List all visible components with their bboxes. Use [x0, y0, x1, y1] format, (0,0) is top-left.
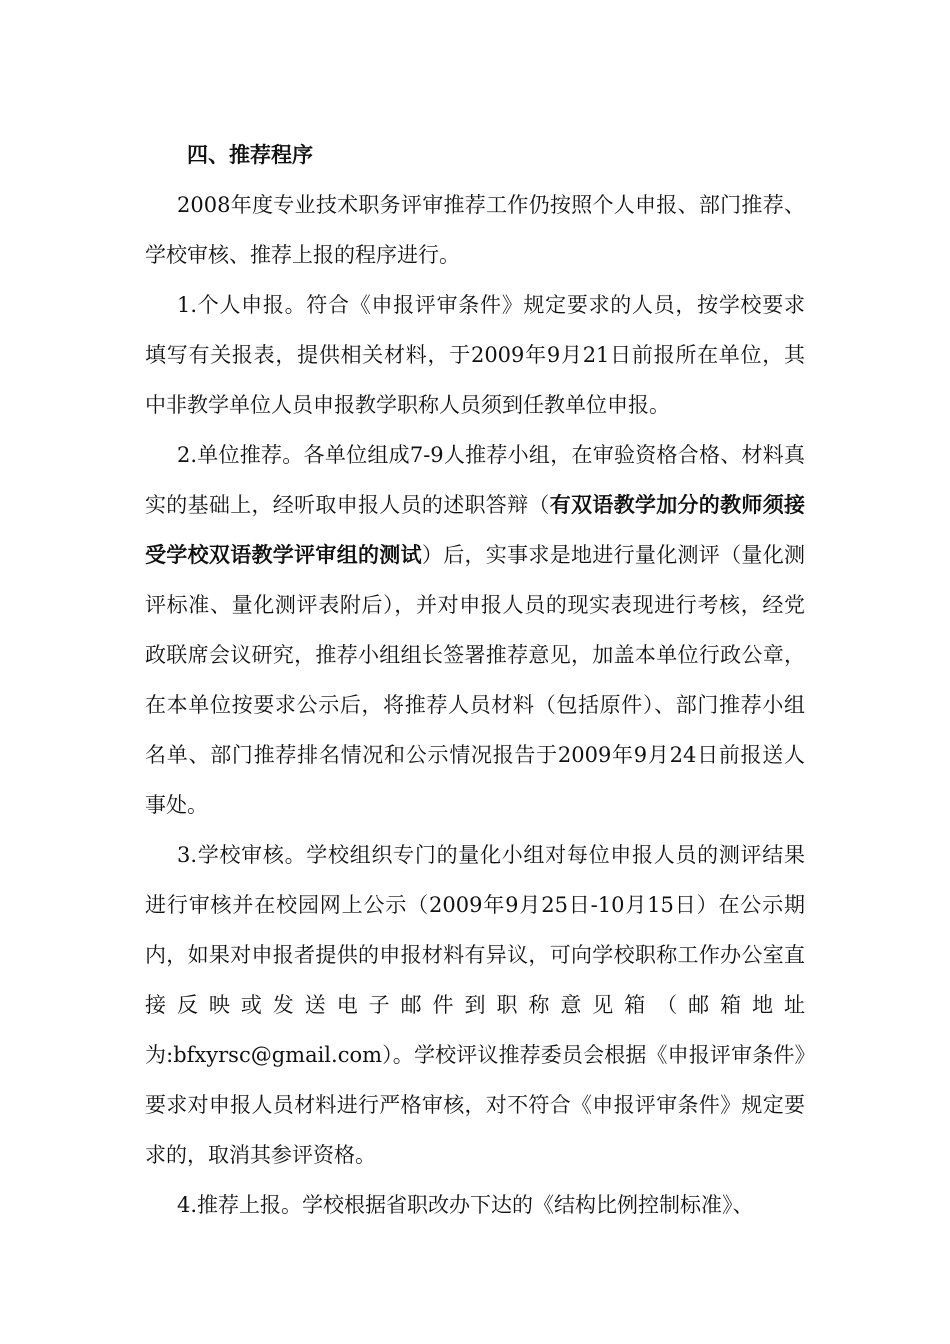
item-unit-recommendation — [145, 430, 805, 830]
item2-text-start: 2.单位推荐。各单位组成7-9人推荐小组，在审验资格合格、材料真实的基础上，经听取申报人员的述职答辩（ — [145, 443, 805, 517]
item-school-review: 3.学校审核。学校组织专门的量化小组对每位申报人员的测评结果进行审核并在校园网上公示（2009年9月25日-10月15日）在公示期内，如果对申报者提供的申报材料有异议，可向学校职称工作办公室直接反映或发送电子邮件到职称意见箱（邮箱地址为:bfxyrsc@gmail.com）。学校评议推荐委员会根据《申报评审条件》要求对申报人员材料进行严格审核，对不符合《申报评审条件》规定要求的，取消其参评资格。 — [145, 843, 805, 1167]
item-recommend-report: 4.推荐上报。学校根据省职改办下达的《结构比例控制标准》、 — [177, 1193, 754, 1217]
document-page — [145, 130, 805, 1230]
section-heading: 四、推荐程序 — [187, 142, 313, 167]
item2-text-end: ）后，实事求是地进行量化测评（量化测评标准、量化测评表附后），并对申报人员的现实表现进行考核，经党政联席会议研究，推荐小组组长签署推荐意见，加盖本单位行政公章，在本单位按要求公示后，将推荐人员材料（包括原件）、部门推荐小组名单、部门推荐排名情况和公示情况报告于2009年9月24日前报送人事处。 — [145, 543, 806, 817]
intro-paragraph: 2008年度专业技术职务评审推荐工作仍按照个人申报、部门推荐、学校审核、推荐上报的程序进行。 — [145, 193, 805, 267]
item2-bold-note: 有双语教学加分的教师须接受学校双语教学评审组的测试 — [145, 492, 806, 567]
item-personal-application: 1.个人申报。符合《申报评审条件》规定要求的人员，按学校要求填写有关报表，提供相关材料，于2009年9月21日前报所在单位，其中非教学单位人员申报教学职称人员须到任教单位申报。 — [145, 293, 805, 417]
